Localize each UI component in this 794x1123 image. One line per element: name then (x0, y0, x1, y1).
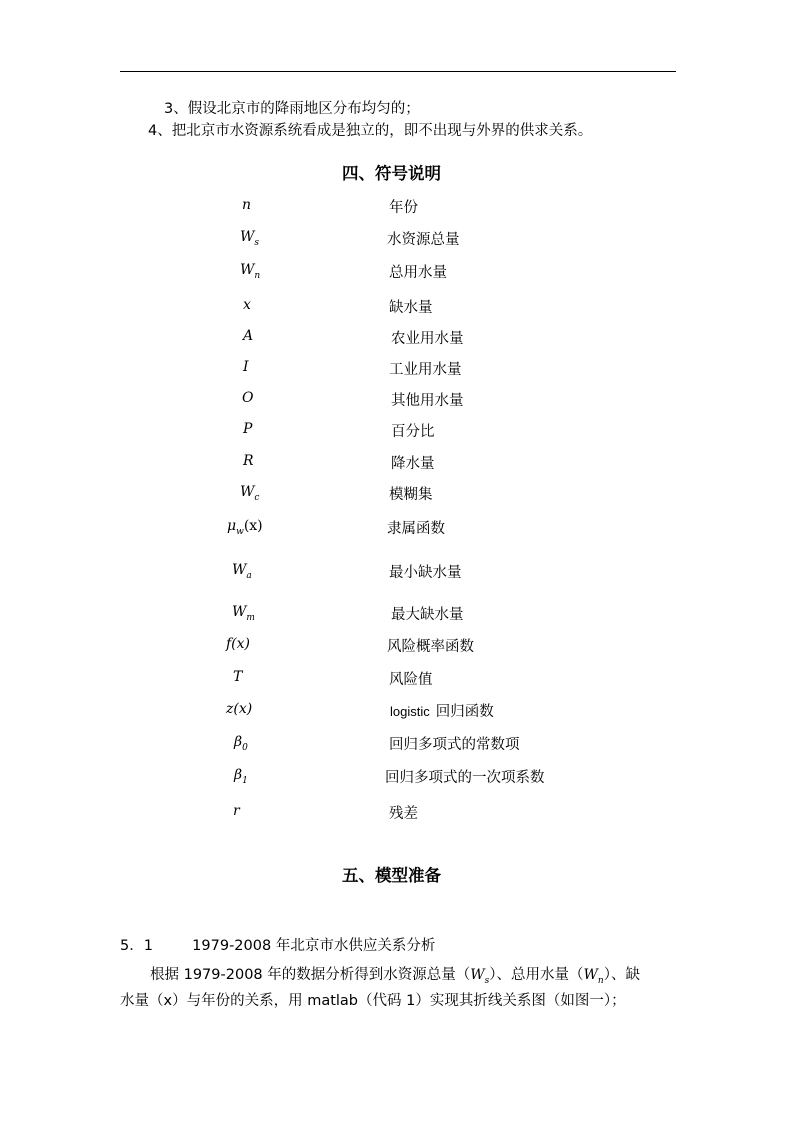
section-4-title: 四、符号说明 (342, 164, 441, 183)
symbol-15: z(x) (226, 701, 253, 717)
paragraph-line-1 (150, 963, 640, 986)
symbol-3: x (243, 297, 251, 313)
symbol-0: n (242, 197, 252, 213)
header-rule (120, 71, 676, 72)
symbol-description-7: 百分比 (391, 424, 435, 440)
subsection-heading (120, 934, 435, 955)
subsection-number: 5．1 (120, 938, 153, 954)
symbol-description-0: 年份 (389, 200, 418, 216)
symbol-description-15: logistic 回归函数 (390, 704, 494, 720)
symbol-7: P (243, 421, 253, 437)
paragraph-line-2: 水量（x）与年份的关系，用 matlab（代码 1）实现其折线关系图（如图一）； (120, 993, 626, 1009)
symbol-description-10: 隶属函数 (387, 521, 445, 537)
symbol-description-18: 残差 (389, 806, 418, 822)
symbol-13: f(x) (226, 636, 251, 652)
para-text-1: 根据 1979-2008 年的数据分析得到水资源总量（ (150, 967, 471, 983)
symbol-description-5: 工业用水量 (389, 362, 462, 378)
symbol-description-1: 水资源总量 (387, 232, 460, 248)
symbol-2: $W_n$ (240, 262, 261, 281)
symbol-14: T (233, 669, 243, 685)
assumption-4: 4、把北京市水资源系统看成是独立的，即不出现与外界的供求关系。 (148, 123, 593, 139)
symbol-description-17: 回归多项式的一次项系数 (385, 770, 545, 786)
symbol-ws: $W_s$ (470, 967, 490, 986)
symbol-4: A (243, 328, 254, 344)
subsection-title: 1979-2008 年北京市水供应关系分析 (192, 938, 436, 954)
symbol-wn: $W_n$ (583, 967, 604, 986)
symbol-description-4: 农业用水量 (391, 331, 464, 347)
symbol-description-12: 最大缺水量 (391, 607, 464, 623)
symbol-9: $W_c$ (240, 484, 260, 503)
symbol-description-3: 缺水量 (389, 300, 433, 316)
symbol-description-8: 降水量 (391, 456, 435, 472)
symbol-description-11: 最小缺水量 (389, 565, 462, 581)
symbol-12: $W_m$ (232, 604, 255, 623)
symbol-17: $\beta_1$ (234, 767, 248, 786)
symbol-description-6: 其他用水量 (391, 393, 464, 409)
symbol-description-13: 风险概率函数 (387, 639, 474, 655)
para-text-3: ）、缺 (603, 967, 640, 983)
symbol-description-16: 回归多项式的常数项 (389, 737, 520, 753)
para-text-2: ）、总用水量（ (489, 967, 584, 983)
symbol-11: $W_a$ (232, 562, 252, 581)
assumption-3: 3、假设北京市的降雨地区分布均匀的； (164, 101, 420, 117)
symbol-8: R (243, 453, 254, 469)
symbol-18: r (233, 803, 240, 819)
symbol-5: I (243, 359, 249, 375)
symbol-6: O (242, 390, 254, 406)
symbol-description-14: 风险值 (389, 672, 433, 688)
section-5-title: 五、模型准备 (342, 866, 441, 885)
symbol-description-9: 模糊集 (389, 487, 433, 503)
symbol-16: $\beta_0$ (234, 734, 248, 753)
symbol-1: $W_s$ (240, 229, 260, 248)
symbol-description-2: 总用水量 (389, 265, 447, 281)
symbol-10: $\mu_w(x)$ (227, 518, 263, 537)
